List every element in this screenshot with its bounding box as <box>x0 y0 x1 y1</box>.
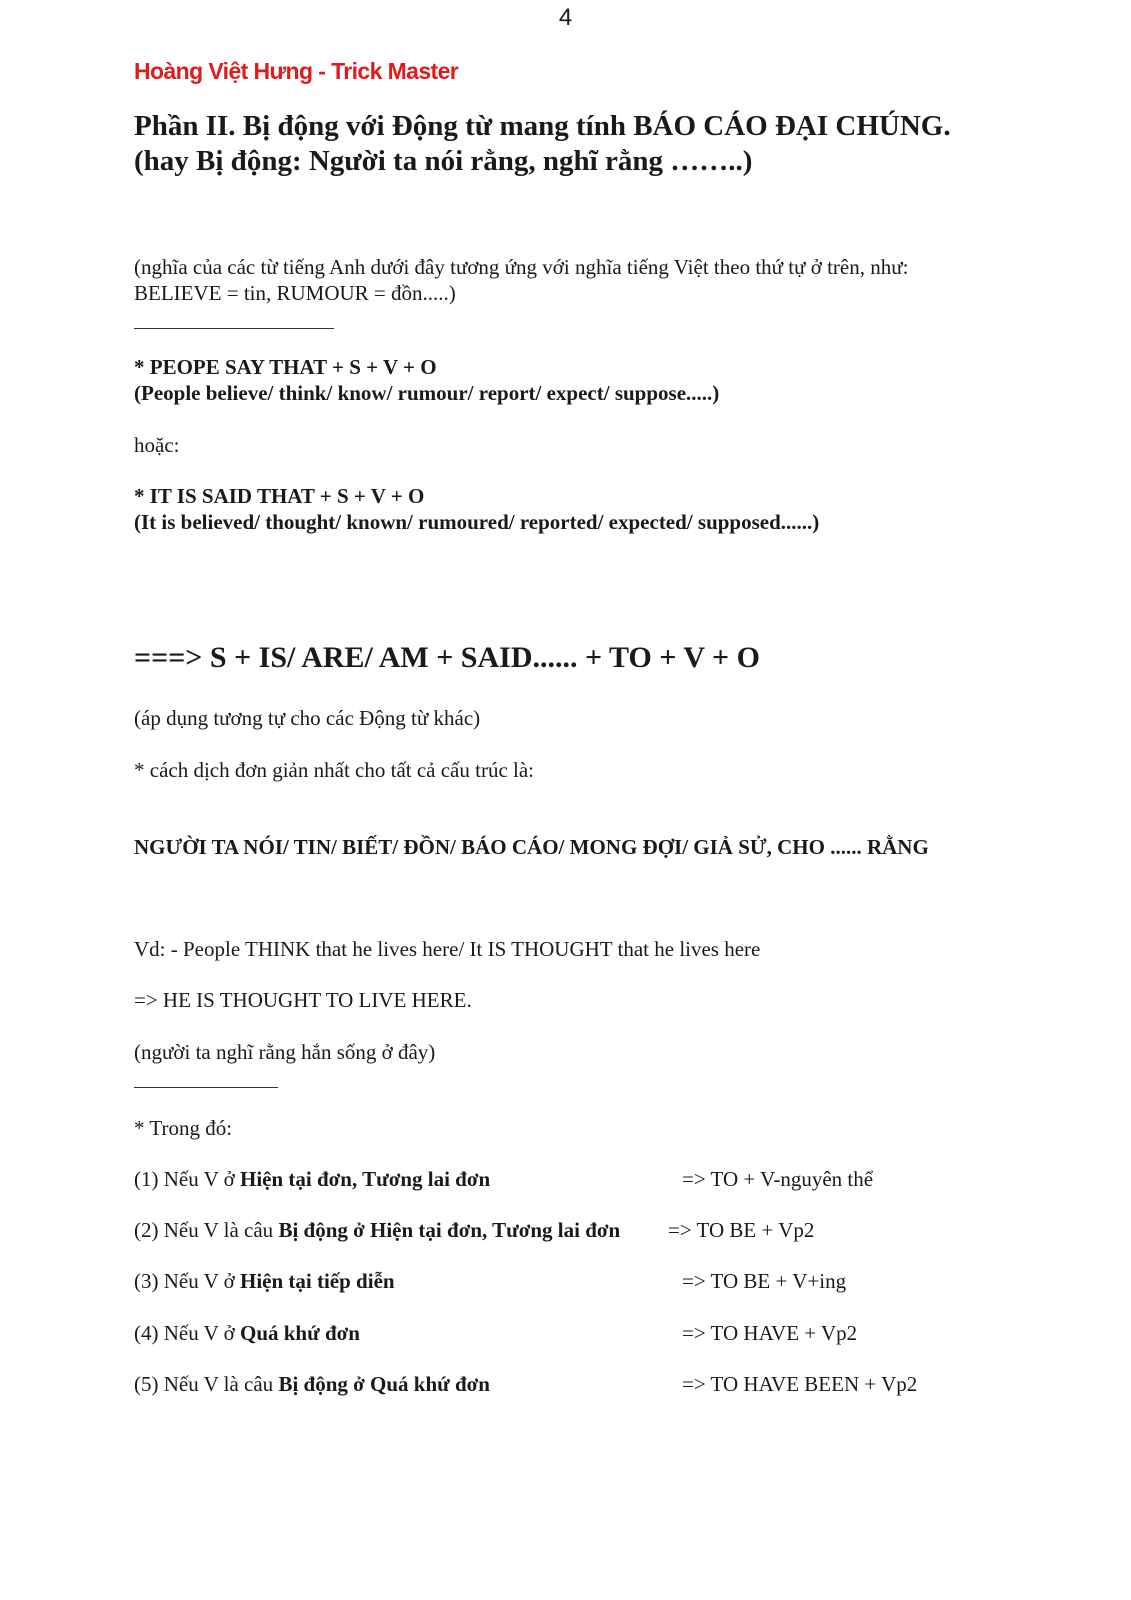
note-line-1: (nghĩa của các từ tiếng Anh dưới đây tương ứng với nghĩa tiếng Việt theo thứ tự ở trên, như: <box>134 255 909 279</box>
divider <box>134 328 334 329</box>
page-number: 4 <box>558 4 573 31</box>
rule-prefix: (1) Nếu V ở <box>134 1167 240 1191</box>
structure-2-verbs: (It is believed/ thought/ known/ rumoured/ reported/ expected/ supposed......) <box>134 510 820 534</box>
rule-result: => TO HAVE BEEN + Vp2 <box>682 1372 918 1396</box>
section-title: Phần II. Bị động với Động từ mang tính BÁO CÁO ĐẠI CHÚNG. <box>134 110 951 142</box>
rule-result: => TO HAVE + Vp2 <box>682 1321 858 1345</box>
rules-intro: * Trong đó: <box>134 1116 233 1140</box>
structure-1-formula: * PEOPE SAY THAT + S + V + O <box>134 355 437 379</box>
rule-condition: Bị động ở Hiện tại đơn, Tương lai đơn <box>278 1218 621 1242</box>
or-text: hoặc: <box>134 433 180 457</box>
structure-2-formula: * IT IS SAID THAT + S + V + O <box>134 484 425 508</box>
structure-1-verbs: (People believe/ think/ know/ rumour/ report/ expect/ suppose.....) <box>134 381 720 405</box>
rule-prefix: (3) Nếu V ở <box>134 1269 240 1293</box>
note-line-2: BELIEVE = tin, RUMOUR = đồn.....) <box>134 281 456 305</box>
rule-prefix: (2) Nếu V là câu <box>134 1218 279 1242</box>
rule-condition: Hiện tại tiếp diễn <box>239 1269 395 1293</box>
example-line-1: Vd: - People THINK that he lives here/ It IS THOUGHT that he lives here <box>134 937 761 961</box>
translation-intro: * cách dịch đơn giản nhất cho tất cả cấu trúc là: <box>134 758 535 782</box>
divider <box>134 1087 278 1088</box>
section-subtitle: (hay Bị động: Người ta nói rằng, nghĩ rằng ……..) <box>134 145 753 177</box>
rule-result: => TO + V-nguyên thể <box>682 1167 874 1191</box>
apply-note: (áp dụng tương tự cho các Động từ khác) <box>134 706 481 730</box>
rule-prefix: (5) Nếu V là câu <box>134 1372 279 1396</box>
author-header: Hoàng Việt Hưng - Trick Master <box>134 58 459 84</box>
rule-prefix: (4) Nếu V ở <box>134 1321 240 1345</box>
rule-item <box>134 1269 395 1294</box>
translation-formula: NGƯỜI TA NÓI/ TIN/ BIẾT/ ĐỒN/ BÁO CÁO/ MONG ĐỢI/ GIẢ SỬ, CHO ...... RẰNG <box>134 835 929 859</box>
rule-item <box>134 1167 490 1192</box>
example-line-3: (người ta nghĩ rằng hắn sống ở đây) <box>134 1040 436 1064</box>
rule-condition: Hiện tại đơn, Tương lai đơn <box>239 1167 491 1191</box>
example-line-2: => HE IS THOUGHT TO LIVE HERE. <box>134 988 472 1012</box>
rule-result: => TO BE + V+ing <box>682 1269 847 1293</box>
rule-item <box>134 1321 360 1346</box>
rule-item <box>134 1218 620 1243</box>
rule-item <box>134 1372 490 1397</box>
rule-condition: Bị động ở Quá khứ đơn <box>278 1372 490 1396</box>
rule-result: => TO BE + Vp2 <box>668 1218 815 1242</box>
rule-condition: Quá khứ đơn <box>239 1321 360 1345</box>
result-formula: ===> S + IS/ ARE/ AM + SAID...... + TO + V + O <box>134 641 760 674</box>
